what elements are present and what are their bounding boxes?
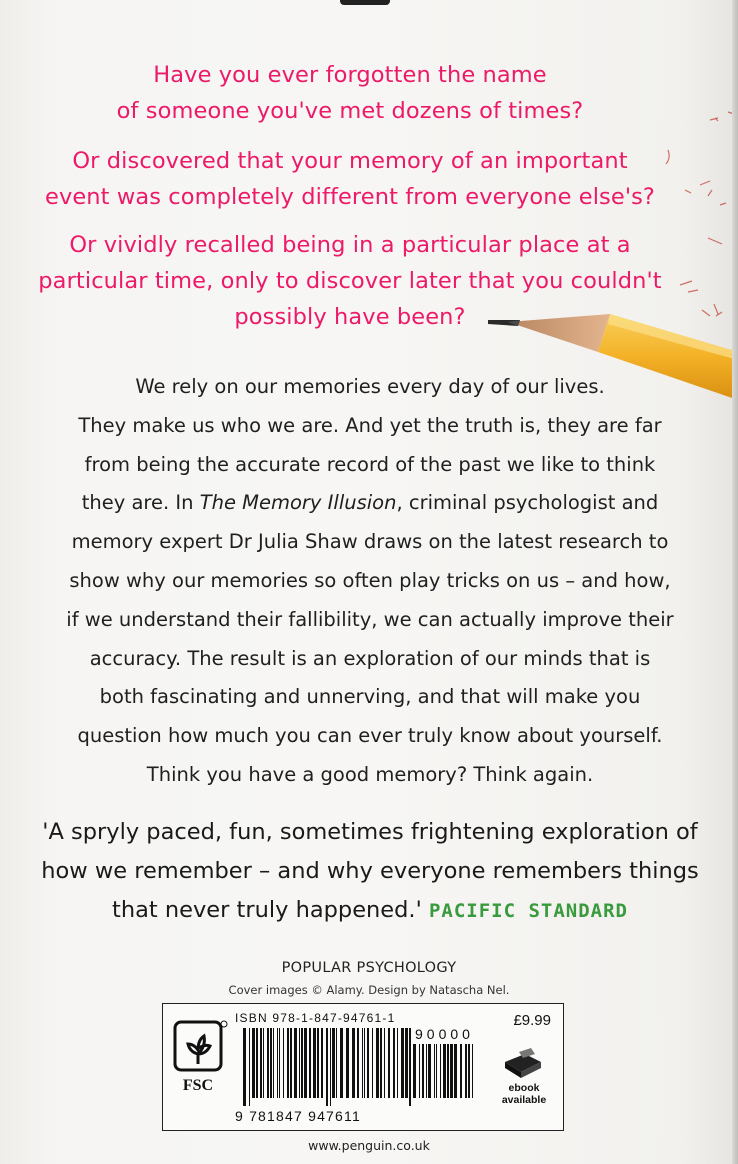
barcode-bar — [340, 1028, 343, 1098]
barcode-bar — [352, 1028, 355, 1098]
barcode-bar — [468, 1044, 470, 1098]
blurb-line: question how much you can ever truly know about yourself. — [77, 724, 663, 748]
barcode-bar — [326, 1028, 328, 1106]
barcode-bar — [422, 1044, 424, 1098]
barcode-bar — [428, 1044, 431, 1098]
barcode-bar — [436, 1044, 437, 1098]
barcode-bar — [380, 1028, 382, 1098]
barcode-bar — [434, 1044, 435, 1098]
question-1-line-2: of someone you've met dozens of times? — [116, 98, 584, 124]
spine-edge — [732, 0, 738, 1164]
barcode-bar — [317, 1028, 319, 1098]
barcode-bar — [270, 1028, 272, 1098]
review-quote — [30, 813, 710, 931]
barcode-bar — [447, 1044, 449, 1098]
barcode-bar — [454, 1044, 457, 1098]
barcode-bar — [364, 1028, 365, 1098]
barcode-bar — [405, 1028, 408, 1098]
barcode-bar — [256, 1028, 258, 1098]
genre-category: POPULAR PSYCHOLOGY — [281, 960, 457, 976]
question-3-line-2: particular time, only to discover later that you couldn't — [38, 268, 662, 294]
barcode-panel — [162, 1003, 564, 1131]
barcode-bar — [330, 1028, 331, 1106]
blurb-text: , criminal psychologist and — [396, 491, 659, 515]
isbn-label: ISBN 978-1-847-94761-1 — [235, 1011, 396, 1025]
publisher-website: www.penguin.co.uk — [308, 1138, 430, 1153]
ebook-available-label — [493, 1082, 555, 1106]
barcode-bar — [426, 1044, 427, 1098]
barcode-bar — [313, 1028, 316, 1098]
barcode-bar — [249, 1028, 250, 1106]
barcode-bar — [283, 1028, 284, 1098]
barcode-bar — [304, 1028, 307, 1098]
question-1 — [20, 57, 680, 129]
barcode-bar — [279, 1028, 280, 1098]
blurb-line: accuracy. The result is an exploration of our minds that is — [89, 646, 651, 670]
barcode-bar — [372, 1028, 373, 1098]
barcode-bar — [243, 1028, 246, 1106]
blurb-line: show why our memories so often play tricks on us – and how, — [69, 568, 671, 592]
blurb-line: They make us who we are. And yet the truth is, they are far — [78, 413, 662, 437]
barcode-bar — [443, 1044, 446, 1098]
barcode-bar — [357, 1028, 359, 1098]
question-3-line-3: possibly have been? — [234, 304, 466, 330]
cover-credits: Cover images © Alamy. Design by Natascha Nel. — [228, 983, 510, 997]
barcode-bar — [384, 1028, 385, 1098]
barcode-bar — [287, 1028, 289, 1098]
question-1-line-1: Have you ever forgotten the name — [153, 62, 547, 88]
barcode-bar — [367, 1028, 369, 1098]
barcode-bar — [440, 1044, 441, 1098]
quote-line: 'A spryly paced, fun, sometimes frightening exploration of — [42, 819, 698, 845]
blurb-line: We rely on our memories every day of our lives. — [135, 375, 605, 398]
barcode-bar — [260, 1028, 262, 1098]
barcode-bar — [465, 1044, 467, 1098]
quote-source: PACIFIC STANDARD — [428, 900, 628, 922]
barcode-bar — [401, 1028, 404, 1098]
ebook-line-1: ebook — [508, 1082, 540, 1094]
barcode-bar — [321, 1028, 323, 1098]
blurb-line: both fascinating and unnerving, and that will make you — [99, 685, 641, 709]
barcode-bar — [393, 1028, 395, 1098]
barcode-bar — [397, 1028, 398, 1098]
barcode-bar — [294, 1028, 297, 1098]
price: £9.99 — [513, 1012, 551, 1029]
barcode-bar — [460, 1044, 462, 1098]
top-edge-mark — [340, 0, 390, 5]
barcode-bar — [450, 1044, 453, 1098]
barcode-bar — [301, 1028, 303, 1098]
book-title: The Memory Illusion — [199, 491, 397, 515]
question-3-line-1: Or vividly recalled being in a particular place at a — [69, 232, 631, 258]
ebook-icon — [501, 1048, 545, 1080]
question-2 — [20, 143, 680, 215]
barcode-bar — [267, 1028, 269, 1098]
barcode-bar — [419, 1044, 420, 1098]
barcode-bar — [252, 1028, 255, 1098]
barcode-bar — [388, 1028, 390, 1098]
barcode-bar — [263, 1028, 264, 1098]
ebook-line-2: available — [501, 1094, 547, 1106]
barcode-addon-digits: 90000 — [415, 1026, 474, 1042]
barcode-bar — [346, 1028, 349, 1098]
barcode-bar — [290, 1028, 292, 1098]
blurb-line — [40, 484, 700, 523]
barcode-bar — [309, 1028, 311, 1098]
question-2-line-1: Or discovered that your memory of an important — [72, 148, 628, 174]
quote-line: how we remember – and why everyone remembers things — [41, 858, 699, 884]
barcode-bar — [376, 1028, 379, 1098]
barcode-bar — [362, 1028, 363, 1098]
barcode-bar — [273, 1028, 274, 1098]
barcode-bar — [336, 1028, 337, 1098]
barcode-bar — [409, 1028, 411, 1106]
fsc-tree-icon — [171, 1018, 231, 1098]
blurb-line: from being the accurate record of the past we like to think — [84, 452, 656, 476]
blurb-text: they are. In — [81, 491, 200, 515]
barcode-bar — [332, 1028, 335, 1098]
barcode-bar — [472, 1044, 473, 1098]
blurb-line: Think you have a good memory? Think again. — [146, 762, 594, 786]
barcode-bar — [299, 1028, 300, 1098]
description-blurb — [40, 368, 700, 795]
barcode-digits: 9 781847 947611 — [235, 1108, 361, 1124]
blurb-line: memory expert Dr Julia Shaw draws on the latest research to — [71, 530, 669, 554]
barcode-bar — [277, 1028, 278, 1098]
addon-barcode — [413, 1044, 477, 1106]
question-2-line-2: event was completely different from everyone else's? — [45, 184, 655, 210]
quote-line — [30, 891, 710, 931]
blurb-line: if we understand their fallibility, we can actually improve their — [66, 607, 674, 631]
fsc-label: FSC — [182, 1077, 214, 1094]
isbn-barcode — [243, 1028, 413, 1106]
barcode-bar — [413, 1044, 416, 1098]
quote-text: that never truly happened.' — [112, 897, 422, 923]
